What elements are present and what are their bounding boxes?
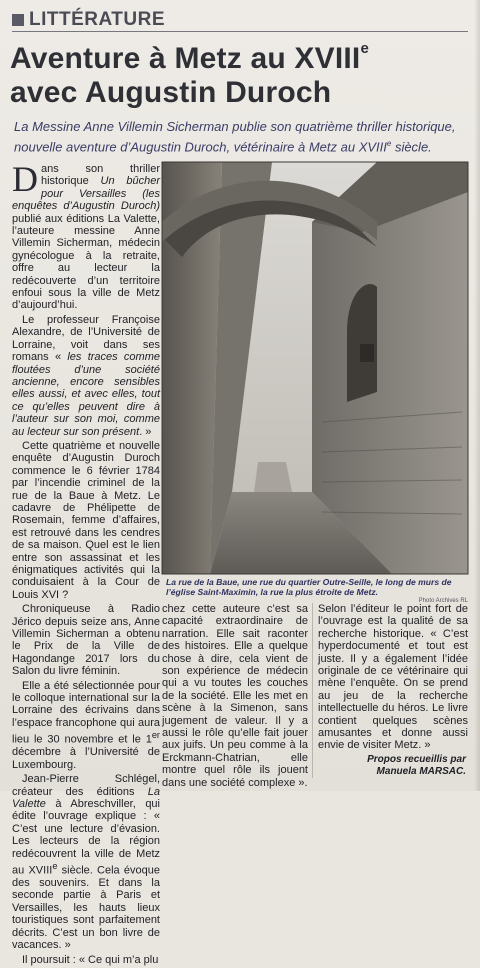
paragraph-5-end: décembre à l’Université de Luxembourg. [12,746,160,771]
paragraph-6-sup: e [52,861,58,871]
paragraph-5-sup: er [151,730,160,741]
drop-cap: D [12,159,38,199]
photo-credit: Photo Archives RL [418,598,468,604]
book-title: Un bûcher pour Versailles (les enquêtes d’Augustin Duroch) [12,175,160,213]
headline [10,36,470,110]
standfirst [14,118,469,155]
byline-author: Manuela MARSAC. [376,766,466,777]
section-square-icon [12,14,24,26]
paragraph-1 [12,159,160,312]
narrow-street-illustration [162,162,468,574]
headline-line1: Aventure à Metz au XVIII [10,42,361,75]
paragraph-2 [12,314,160,438]
page-shadow [474,0,480,791]
column-divider [312,603,313,778]
paragraph-6-end: siècle. Cela évoque des souvenirs. Et dans la seconde partie à Paris et Versailles, les hauts lieux touristiques sont parfaitement décrits. C’est un bon livre de vacances. » [12,864,160,952]
headline-sup: e [360,40,369,57]
paragraph-6 [12,773,160,951]
article-column-3 [318,603,468,754]
paragraph-2-quote: les traces comme floutées d’une société ancienne, encore sensibles elles aussi, et avec elles, tout ce qu’elles peuvent dire à l’auteur sur son moi, comme au lecteur sur son présent [12,351,160,438]
article-column-1 [12,159,160,968]
article-column-2 [162,603,308,791]
standfirst-text: La Messine Anne Villemin Sicherman publie son quatrième thriller historique, nouvelle aventure d’Augustin Duroch, vétérinaire à Metz au XVIII [14,119,456,155]
standfirst-end: siècle. [391,139,432,155]
paragraph-7: Il poursuit : « Ce qui m’a plu [22,953,159,966]
section-rule [12,31,468,32]
column-3-text: Selon l’éditeur le point fort de l’ouvrage est la qualité de sa recherche historique. « C’est hyperdocumenté et tout est juste. Il y a également l’idée originale de ce vétérinaire qui mène l’enquête. On se prend au jeu de la recherche intellectuelle du héros. Le livre contient quelques scènes amusantes et donne aussi envie de visiter Metz. » [318,603,468,752]
paragraph-2-end: . » [139,425,152,438]
standfirst-sup: e [386,139,392,148]
section-label: LITTÉRATURE [29,9,166,30]
paragraph-1-text: ans son thriller historique [41,163,160,188]
paragraph-5 [12,680,160,772]
paragraph-5-text: Elle a été sélectionnée pour le colloque international sur la Lorraine des écrivains dans l’espace francophone qui aura lieu le 30 novembre et le 1 [12,679,160,746]
column-2-text: chez cette auteure c’est sa capacité extraordinaire de narration. Elle sait raconter des histoires. Elle a quelque chose à dire, cela vient de son expérience de médecin qui a vu toutes les couches de la société. Elle les met en scène à la Simenon, sans jugement de valeur. Il y a aussi le rôle qu’elle fait jouer aux juifs. Un peu comme à la Erckmann-Chatrian, elle montre quel rôle ils jouent dans une société complexe ». [162,603,308,789]
byline [367,754,466,778]
photo-caption: La rue de la Baue, une rue du quartier Outre-Seille, le long de murs de l’église Saint-Maximin, la rue la plus étroite de Metz. [166,577,452,597]
paragraph-1-rest: publié aux éditions La Valette, l’auteure messine Anne Villemin Sicherman, médecin gynécologue à la retraite, offre au lecteur la redécouverte d’un territoire enfoui sous la ville de Metz d’aujourd’hui. [12,212,160,312]
paragraph-6-mid: à Abreschviller, qui édite l’ouvrage explique : « C’est une lecture d’évasion. Les lecteurs de la région redécouvrent la ville de Metz au XVIII [12,797,160,877]
section-header [12,10,252,30]
headline-line2: avec Augustin Duroch [10,76,332,109]
paragraph-2-text: Le professeur Françoise Alexandre, de l’Université de Lorraine, voit dans ses romans « [12,313,160,364]
street-photo [162,162,468,574]
publisher-name: La Valette [12,785,160,810]
paragraph-3: Cette quatrième et nouvelle enquête d’Augustin Duroch commence le 6 février 1784 par l’incendie criminel de la rue de la Baue à Metz. Le cadavre de Phélipette de Rosemain, femme d’affaires, est retrouvé dans les cendres de sa maison. Quel est le lien entre son assassinat et les énigmatiques activités qui la conduisaient à la Cour de Louis XVI ? [12,439,160,601]
paragraph-6-text: Jean-Pierre Schlégel, créateur des éditions [12,773,160,798]
paragraph-4: Chroniqueuse à Radio Jérico depuis seize ans, Anne Villemin Sicherman a obtenu le Prix de la Ville de Hagondange 2017 lors du Salon du livre féminin. [12,603,160,678]
byline-intro: Propos recueillis par [367,754,466,765]
